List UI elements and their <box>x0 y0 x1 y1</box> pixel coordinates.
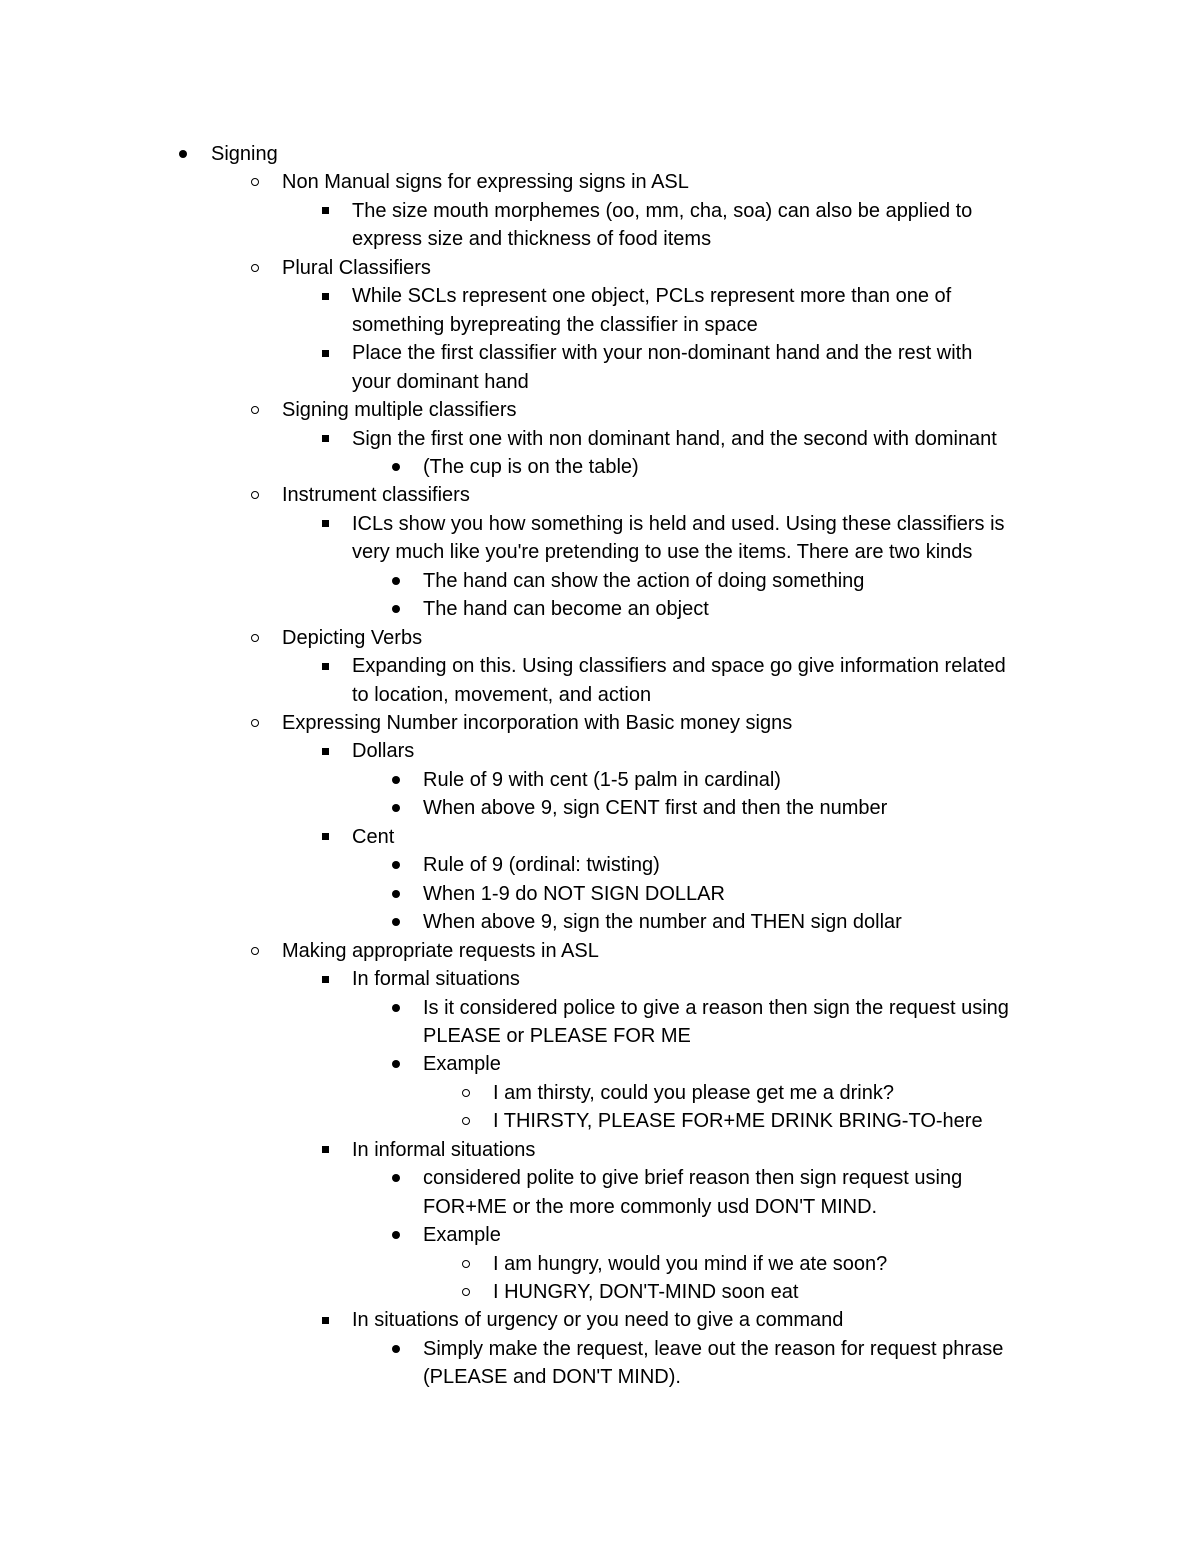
disc-bullet-icon <box>176 142 190 166</box>
outline-line <box>0 967 1200 991</box>
outline-item-text: Making appropriate requests in ASL <box>282 939 599 962</box>
outline-line <box>0 739 1200 763</box>
outline-item-text: Simply make the request, leave out the reason for request phrase <box>423 1337 1004 1360</box>
outline-line <box>0 1337 1200 1361</box>
square-bullet-icon <box>318 1308 332 1332</box>
outline-item-text: PLEASE or PLEASE FOR ME <box>423 1024 691 1047</box>
outline-line <box>0 398 1200 422</box>
outline-item-text: Example <box>423 1053 501 1076</box>
outline-item-text: Rule of 9 (ordinal: twisting) <box>423 854 660 877</box>
outline-line <box>0 711 1200 735</box>
outline-item-text: The hand can become an object <box>423 598 709 621</box>
outline-line <box>0 1166 1200 1190</box>
outline-line <box>0 370 1200 394</box>
circle-bullet-icon <box>459 1280 473 1304</box>
outline-line <box>0 227 1200 251</box>
disc-bullet-icon <box>389 768 403 792</box>
outline-line <box>0 768 1200 792</box>
outline-item-text: express size and thickness of food items <box>352 228 712 251</box>
disc-bullet-icon <box>389 597 403 621</box>
outline-item-text: Rule of 9 with cent (1-5 palm in cardinal) <box>423 768 781 791</box>
square-bullet-icon <box>318 967 332 991</box>
outline-line <box>0 256 1200 280</box>
outline-line <box>0 1252 1200 1276</box>
outline-item-text: Example <box>423 1224 501 1247</box>
square-bullet-icon <box>318 654 332 678</box>
outline-item-text: When 1-9 do NOT SIGN DOLLAR <box>423 882 725 905</box>
outline-item-text: I THIRSTY, PLEASE FOR+ME DRINK BRING-TO-here <box>493 1110 983 1133</box>
outline-line <box>0 1223 1200 1247</box>
outline-item-text: ICLs show you how something is held and used. Using these classifiers is <box>352 512 1005 535</box>
outline-line <box>0 540 1200 564</box>
outline-line <box>0 939 1200 963</box>
outline-item-text: I am hungry, would you mind if we ate soon? <box>493 1252 888 1275</box>
square-bullet-icon <box>318 739 332 763</box>
outline-item-text: The hand can show the action of doing something <box>423 569 865 592</box>
circle-bullet-icon <box>248 483 262 507</box>
disc-bullet-icon <box>389 1223 403 1247</box>
outline-line <box>0 1052 1200 1076</box>
circle-bullet-icon <box>459 1109 473 1133</box>
outline-item-text: (PLEASE and DON'T MIND). <box>423 1366 681 1389</box>
disc-bullet-icon <box>389 1337 403 1361</box>
disc-bullet-icon <box>389 455 403 479</box>
outline-item-text: (The cup is on the table) <box>423 455 639 478</box>
outline-line <box>0 455 1200 479</box>
circle-bullet-icon <box>459 1081 473 1105</box>
outline-line <box>0 1365 1200 1389</box>
outline-item-text: Instrument classifiers <box>282 484 470 507</box>
outline-line <box>0 1195 1200 1219</box>
outline-item-text: considered polite to give brief reason then sign request using <box>423 1167 963 1190</box>
outline-item-text: Signing multiple classifiers <box>282 399 517 422</box>
circle-bullet-icon <box>248 170 262 194</box>
outline-line <box>0 626 1200 650</box>
outline-line <box>0 996 1200 1020</box>
outline-item-text: In situations of urgency or you need to give a command <box>352 1309 844 1332</box>
square-bullet-icon <box>318 825 332 849</box>
disc-bullet-icon <box>389 1052 403 1076</box>
square-bullet-icon <box>318 341 332 365</box>
outline-line <box>0 512 1200 536</box>
outline-line <box>0 341 1200 365</box>
outline-line <box>0 1024 1200 1048</box>
outline-line <box>0 1280 1200 1304</box>
disc-bullet-icon <box>389 996 403 1020</box>
outline-line <box>0 142 1200 166</box>
outline-line <box>0 427 1200 451</box>
outline-item-text: Is it considered police to give a reason then sign the request using <box>423 996 1009 1019</box>
outline-item-text: While SCLs represent one object, PCLs represent more than one of <box>352 285 952 308</box>
outline-item-text: Plural Classifiers <box>282 256 431 279</box>
outline-item-text: Cent <box>352 825 395 848</box>
outline-line <box>0 825 1200 849</box>
outline-line <box>0 569 1200 593</box>
square-bullet-icon <box>318 199 332 223</box>
outline-item-text: When above 9, sign CENT first and then the number <box>423 797 888 820</box>
outline-line <box>0 483 1200 507</box>
square-bullet-icon <box>318 284 332 308</box>
outline-line <box>0 654 1200 678</box>
disc-bullet-icon <box>389 796 403 820</box>
circle-bullet-icon <box>459 1252 473 1276</box>
square-bullet-icon <box>318 512 332 536</box>
outline-line <box>0 882 1200 906</box>
disc-bullet-icon <box>389 569 403 593</box>
outline-item-text: When above 9, sign the number and THEN sign dollar <box>423 911 902 934</box>
outline-item-text: In formal situations <box>352 968 520 991</box>
outline-item-text: Depicting Verbs <box>282 626 423 649</box>
outline-line <box>0 796 1200 820</box>
outline-item-text: your dominant hand <box>352 370 529 393</box>
disc-bullet-icon <box>389 1166 403 1190</box>
circle-bullet-icon <box>248 256 262 280</box>
outline-line <box>0 170 1200 194</box>
outline-line <box>0 313 1200 337</box>
disc-bullet-icon <box>389 853 403 877</box>
circle-bullet-icon <box>248 398 262 422</box>
disc-bullet-icon <box>389 910 403 934</box>
disc-bullet-icon <box>389 882 403 906</box>
outline-line <box>0 597 1200 621</box>
outline-item-text: Signing <box>211 143 278 165</box>
outline-item-text: I HUNGRY, DON'T-MIND soon eat <box>493 1281 799 1303</box>
outline-line <box>0 1081 1200 1105</box>
square-bullet-icon <box>318 427 332 451</box>
outline-item-text: something byrepreating the classifier in space <box>352 313 758 336</box>
outline-line <box>0 284 1200 308</box>
circle-bullet-icon <box>248 626 262 650</box>
outline-item-text: FOR+ME or the more commonly usd DON'T MIND. <box>423 1195 878 1218</box>
outline-item-text: The size mouth morphemes (oo, mm, cha, soa) can also be applied to <box>352 199 973 222</box>
outline-line <box>0 683 1200 707</box>
outline-line <box>0 853 1200 877</box>
outline-item-text: Dollars <box>352 740 415 763</box>
outline-item-text: very much like you're pretending to use the items. There are two kinds <box>352 541 973 564</box>
outline-line <box>0 1109 1200 1133</box>
outline-line <box>0 1308 1200 1332</box>
outline-item-text: to location, movement, and action <box>352 683 652 706</box>
outline-item-text: I am thirsty, could you please get me a drink? <box>493 1081 894 1104</box>
circle-bullet-icon <box>248 939 262 963</box>
outline-line <box>0 910 1200 934</box>
outline-line <box>0 1138 1200 1162</box>
outline-item-text: Expressing Number incorporation with Basic money signs <box>282 712 793 734</box>
outline-line <box>0 199 1200 223</box>
outline-item-text: Place the first classifier with your non-dominant hand and the rest with <box>352 342 973 365</box>
circle-bullet-icon <box>248 711 262 735</box>
outline-item-text: In informal situations <box>352 1138 536 1161</box>
outline-item-text: Sign the first one with non dominant hand, and the second with dominant <box>352 427 997 450</box>
outline-item-text: Expanding on this. Using classifiers and space go give information related <box>352 655 1006 678</box>
square-bullet-icon <box>318 1138 332 1162</box>
outline-item-text: Non Manual signs for expressing signs in ASL <box>282 171 689 194</box>
